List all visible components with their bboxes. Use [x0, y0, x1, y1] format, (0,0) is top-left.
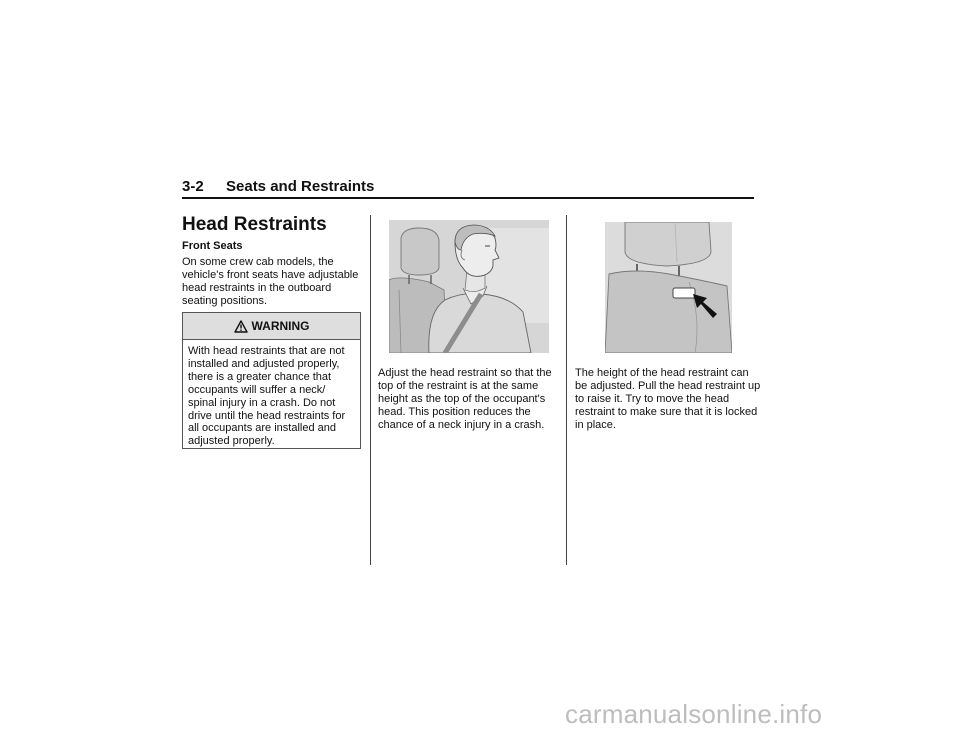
height-paragraph: The height of the head restraint can be adjusted. Pull the head restraint up to raise it. Try to move the head restraint to make sure that it is locked in place. [575, 367, 761, 431]
column-divider-1 [370, 215, 371, 565]
section-heading: Head Restraints [182, 214, 327, 235]
page-number: 3-2 [182, 178, 204, 195]
intro-paragraph: On some crew cab models, the vehicle's front seats have adjustable head restraints in the outboard seating positions. [182, 256, 359, 307]
occupant-head-restraint-illustration [389, 220, 549, 353]
warning-text: With head restraints that are not installed and adjusted properly, there is a greater chance that occupants will suffer a neck/ spinal injury in a crash. Do not drive until the head restraints for all occupants are installed and adjusted properly. [188, 345, 346, 448]
warning-title: WARNING [251, 319, 310, 333]
warning-triangle-icon [234, 320, 248, 333]
section-title: Seats and Restraints [226, 178, 375, 195]
subheading: Front Seats [182, 240, 243, 252]
head-restraint-release-button-illustration [605, 222, 732, 353]
column-divider-2 [566, 215, 567, 565]
warning-box [182, 312, 361, 449]
watermark: carmanualsonline.info [565, 699, 823, 729]
page-header [182, 179, 754, 199]
warning-header [183, 313, 360, 340]
adjust-paragraph: Adjust the head restraint so that the top of the restraint is at the same height as the top of the occupant's head. This position reduces the chance of a neck injury in a crash. [378, 367, 552, 431]
